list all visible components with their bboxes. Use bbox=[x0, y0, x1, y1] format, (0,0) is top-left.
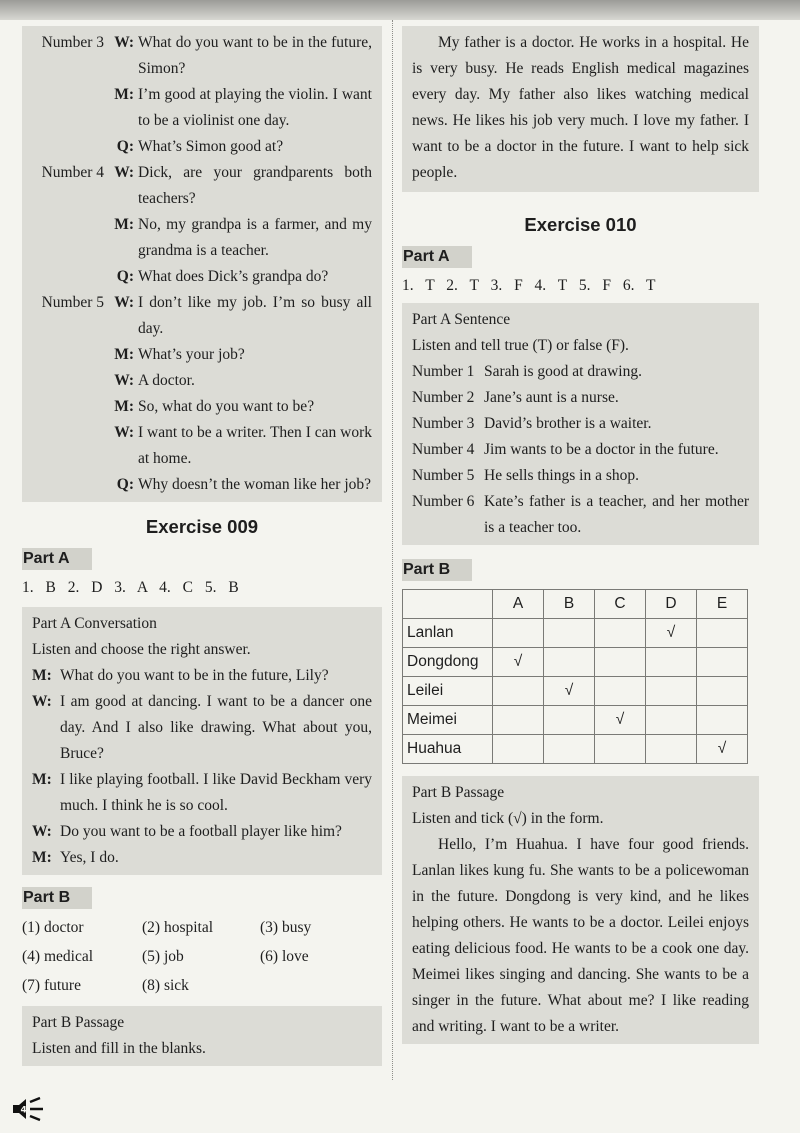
passage-instruction-left: Listen and fill in the blanks. bbox=[32, 1040, 206, 1057]
tick-cell bbox=[493, 706, 544, 735]
speaker-label: M: bbox=[114, 346, 134, 363]
conversation-text: I like playing football. I like David Beckham very much. I think he is so cool. bbox=[60, 771, 372, 814]
speaker-label: M: bbox=[32, 771, 52, 788]
conversation-text: Yes, I do. bbox=[60, 849, 119, 866]
part-b-label-right: Part B bbox=[402, 559, 472, 581]
part-a-answers: 1. B 2. D 3. A 4. C 5. B bbox=[22, 579, 239, 596]
sentence-line bbox=[412, 463, 749, 489]
passage-box-left bbox=[22, 1006, 382, 1066]
speaker-number bbox=[30, 420, 108, 472]
sentence-instruction: Listen and tell true (T) or false (F). bbox=[412, 337, 629, 354]
dialog-line bbox=[30, 394, 372, 420]
speaker-number bbox=[30, 134, 108, 160]
table-row bbox=[403, 648, 748, 677]
tick-cell bbox=[493, 735, 544, 764]
speaker-number bbox=[30, 264, 108, 290]
conversation-text: Do you want to be a football player like him? bbox=[60, 823, 342, 840]
dialog-text: I want to be a writer. Then I can work at home. bbox=[138, 424, 372, 467]
conversation-text: I am good at dancing. I want to be a dancer one day. And I also like drawing. What about you, Bruce? bbox=[60, 693, 372, 762]
column-header: E bbox=[697, 590, 748, 619]
sentence-number: Number 3 bbox=[412, 415, 475, 432]
tick-cell: √ bbox=[544, 677, 595, 706]
column-header: C bbox=[595, 590, 646, 619]
tick-cell bbox=[646, 735, 697, 764]
dialog-line bbox=[30, 160, 372, 212]
answer-item: (1) doctor bbox=[22, 919, 84, 936]
speaker-label: W: bbox=[114, 372, 134, 389]
huahua-passage: Hello, I’m Huahua. I have four good friends. Lanlan likes kung fu. She wants to be a policewoman in the future. Dongdong is very kind, and he likes helping others. He wants to be a doctor. Leilei enjoys eating delicious food. He wants to be a cook one day. Meimei likes singing and dancing. She wants to be a singer in the future. What about me? I like reading and writing. I want to be a writer. bbox=[412, 836, 749, 1035]
answer-item: (3) busy bbox=[260, 919, 312, 936]
speaker-number: Number 5 bbox=[41, 294, 104, 311]
tick-cell: √ bbox=[493, 648, 544, 677]
tick-cell bbox=[697, 619, 748, 648]
part-b-answers bbox=[22, 913, 382, 1000]
tick-cell bbox=[697, 648, 748, 677]
tick-cell bbox=[697, 677, 748, 706]
sentence-number: Number 4 bbox=[412, 441, 475, 458]
row-name: Leilei bbox=[403, 677, 493, 706]
speaker-label: W: bbox=[114, 424, 134, 441]
right-column bbox=[402, 26, 759, 1044]
dialog-text: No, my grandpa is a farmer, and my grandma is a teacher. bbox=[138, 216, 372, 259]
speaker-label: W: bbox=[32, 823, 52, 840]
answer-item: (6) love bbox=[260, 948, 309, 965]
speaker-label: Q: bbox=[116, 138, 134, 155]
speaker-number: Number 3 bbox=[41, 34, 104, 51]
table-corner-cell bbox=[403, 590, 493, 619]
speaker-number bbox=[30, 82, 108, 134]
row-name: Meimei bbox=[403, 706, 493, 735]
tick-cell: √ bbox=[595, 706, 646, 735]
tick-cell bbox=[646, 677, 697, 706]
column-divider bbox=[392, 20, 393, 1080]
dialog-text: So, what do you want to be? bbox=[138, 398, 315, 415]
sentence-text: David’s brother is a waiter. bbox=[484, 415, 652, 432]
passage-heading-right: Part B Passage bbox=[412, 784, 505, 801]
speaker-label: M: bbox=[114, 86, 134, 103]
tick-cell bbox=[595, 677, 646, 706]
row-name: Huahua bbox=[403, 735, 493, 764]
speaker-number bbox=[30, 342, 108, 368]
speaker-label: W: bbox=[114, 164, 134, 181]
exercise-009-title: Exercise 009 bbox=[145, 516, 259, 537]
conversation-line bbox=[32, 767, 372, 819]
tick-cell bbox=[544, 735, 595, 764]
tick-cell bbox=[697, 706, 748, 735]
dialog-text: A doctor. bbox=[138, 372, 195, 389]
dialog-text: I’m good at playing the violin. I want to be a violinist one day. bbox=[138, 86, 372, 129]
conversation-line bbox=[32, 689, 372, 767]
column-header: D bbox=[646, 590, 697, 619]
part-a-answers-right: 1. T 2. T 3. F 4. T 5. F 6. T bbox=[402, 277, 656, 294]
speaker-label: W: bbox=[32, 693, 52, 710]
sentence-line bbox=[412, 489, 749, 541]
speaker-label: M: bbox=[32, 849, 52, 866]
conversation-box bbox=[22, 607, 382, 875]
dialog-text: What does Dick’s grandpa do? bbox=[138, 268, 329, 285]
dialog-box-top bbox=[22, 26, 382, 502]
tick-cell bbox=[493, 677, 544, 706]
dialog-text: What’s your job? bbox=[138, 346, 245, 363]
dialog-text: I don’t like my job. I’m so busy all day. bbox=[138, 294, 372, 337]
tick-cell: √ bbox=[646, 619, 697, 648]
dialog-line bbox=[30, 420, 372, 472]
column-header: A bbox=[493, 590, 544, 619]
speaker-label: M: bbox=[114, 398, 134, 415]
tick-cell bbox=[544, 619, 595, 648]
sentence-heading: Part A Sentence bbox=[412, 311, 511, 328]
tick-cell bbox=[493, 619, 544, 648]
dialog-line bbox=[30, 134, 372, 160]
answer-item: (7) future bbox=[22, 977, 81, 994]
tick-cell bbox=[595, 735, 646, 764]
father-passage-box bbox=[402, 26, 759, 192]
speaker-number bbox=[30, 212, 108, 264]
speaker-number: Number 4 bbox=[41, 164, 104, 181]
dialog-line bbox=[30, 30, 372, 82]
dialog-line bbox=[30, 82, 372, 134]
conversation-instruction: Listen and choose the right answer. bbox=[32, 641, 251, 658]
sentence-line bbox=[412, 385, 749, 411]
sentence-line bbox=[412, 411, 749, 437]
tick-cell bbox=[595, 619, 646, 648]
column-header: B bbox=[544, 590, 595, 619]
part-a-label-right: Part A bbox=[402, 246, 472, 268]
conversation-line bbox=[32, 663, 372, 689]
table-header-row bbox=[403, 590, 748, 619]
part-a-label: Part A bbox=[22, 548, 92, 570]
speaker-number bbox=[30, 472, 108, 498]
conversation-line bbox=[32, 819, 372, 845]
sentence-box bbox=[402, 303, 759, 545]
sentence-text: Sarah is good at drawing. bbox=[484, 363, 642, 380]
dialog-line bbox=[30, 342, 372, 368]
passage-heading-left: Part B Passage bbox=[32, 1014, 125, 1031]
page-top-edge bbox=[0, 0, 800, 20]
father-passage: My father is a doctor. He works in a hospital. He is very busy. He reads English medical magazines every day. My father also likes watching medical news. He likes his job very much. I love my father. I want to be a doctor in the future. I want to help sick people. bbox=[412, 34, 749, 181]
sentence-text: He sells things in a shop. bbox=[484, 467, 639, 484]
tick-cell: √ bbox=[697, 735, 748, 764]
tick-cell bbox=[646, 706, 697, 735]
dialog-line bbox=[30, 368, 372, 394]
sentence-line bbox=[412, 437, 749, 463]
answer-item: (2) hospital bbox=[142, 919, 214, 936]
speaker-number bbox=[30, 368, 108, 394]
table-row bbox=[403, 677, 748, 706]
dialog-line bbox=[30, 264, 372, 290]
left-column bbox=[22, 26, 382, 1066]
conversation-text: What do you want to be in the future, Lily? bbox=[60, 667, 329, 684]
passage-instruction-right: Listen and tick (√) in the form. bbox=[412, 810, 604, 827]
speaker-label: M: bbox=[32, 667, 52, 684]
speaker-label: M: bbox=[114, 216, 134, 233]
dialog-text: Why doesn’t the woman like her job? bbox=[138, 476, 372, 493]
passage-box-right bbox=[402, 776, 759, 1044]
answer-item: (8) sick bbox=[142, 977, 189, 994]
speaker-number bbox=[30, 394, 108, 420]
dialog-text: Dick, are your grandparents both teachers? bbox=[138, 164, 372, 207]
sentence-number: Number 2 bbox=[412, 389, 475, 406]
speaker-label: W: bbox=[114, 34, 134, 51]
speaker-label: Q: bbox=[116, 268, 134, 285]
tick-cell bbox=[544, 648, 595, 677]
row-name: Lanlan bbox=[403, 619, 493, 648]
answer-item: (4) medical bbox=[22, 948, 94, 965]
conversation-heading: Part A Conversation bbox=[32, 615, 157, 632]
table-row bbox=[403, 706, 748, 735]
sentence-line bbox=[412, 359, 749, 385]
speaker-label: W: bbox=[114, 294, 134, 311]
tick-table bbox=[402, 589, 748, 764]
dialog-line bbox=[30, 212, 372, 264]
sentence-text: Jim wants to be a doctor in the future. bbox=[484, 441, 719, 458]
tick-cell bbox=[646, 648, 697, 677]
speaker-label: Q: bbox=[116, 476, 134, 493]
part-b-label: Part B bbox=[22, 887, 92, 909]
row-name: Dongdong bbox=[403, 648, 493, 677]
sentence-number: Number 5 bbox=[412, 467, 475, 484]
conversation-line bbox=[32, 845, 372, 871]
svg-text:4: 4 bbox=[20, 1105, 27, 1116]
answer-item: (5) job bbox=[142, 948, 184, 965]
table-row bbox=[403, 619, 748, 648]
sentence-text: Jane’s aunt is a nurse. bbox=[484, 389, 619, 406]
dialog-text: What’s Simon good at? bbox=[138, 138, 284, 155]
sentence-number: Number 6 bbox=[412, 493, 475, 510]
sentence-text: Kate’s father is a teacher, and her mother is a teacher too. bbox=[484, 493, 749, 536]
dialog-line bbox=[30, 472, 372, 498]
speaker-page-number-icon bbox=[10, 1096, 50, 1122]
sentence-number: Number 1 bbox=[412, 363, 475, 380]
table-row bbox=[403, 735, 748, 764]
tick-cell bbox=[544, 706, 595, 735]
dialog-text: What do you want to be in the future, Simon? bbox=[138, 34, 372, 77]
dialog-line bbox=[30, 290, 372, 342]
exercise-010-title: Exercise 010 bbox=[524, 214, 637, 235]
tick-cell bbox=[595, 648, 646, 677]
